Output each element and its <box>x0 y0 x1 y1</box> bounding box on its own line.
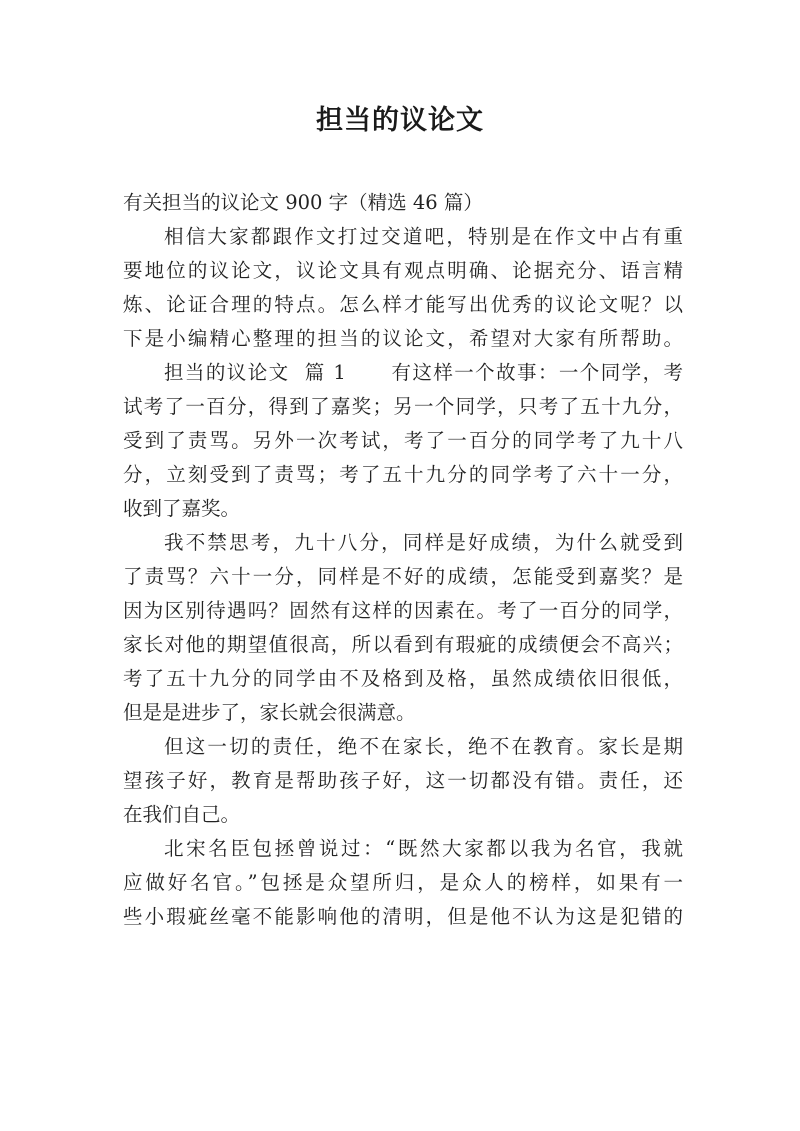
paragraph-line: 因为区别待遇吗？固然有这样的因素在。考了一百分的同学， <box>123 599 683 622</box>
paragraph-line: 考了五十九分的同学由不及格到及格，虽然成绩依旧很低， <box>123 667 683 690</box>
paragraph-line: 在我们自己。 <box>123 803 241 826</box>
paragraph-line: 试考了一百分，得到了嘉奖；另一个同学，只考了五十九分， <box>123 395 683 418</box>
paragraph-line: 受到了责骂。另外一次考试，考了一百分的同学考了九十八 <box>123 429 683 452</box>
paragraph-line: 家长对他的期望值很高，所以看到有瑕疵的成绩便会不高兴； <box>123 633 683 656</box>
paragraph-line: 些小瑕疵丝毫不能影响他的清明，但是他不认为这是犯错的 <box>123 905 683 928</box>
paragraph-line: 下是小编精心整理的担当的议论文，希望对大家有所帮助。 <box>123 327 683 350</box>
paragraph-line: 望孩子好，教育是帮助孩子好，这一切都没有错。责任，还 <box>123 769 683 792</box>
paragraph-line: 相信大家都跟作文打过交道吧，特别是在作文中占有重 <box>164 225 683 248</box>
paragraph-line: 收到了嘉奖。 <box>123 497 241 520</box>
paragraph-line: 但是是进步了，家长就会很满意。 <box>123 701 416 724</box>
paragraph-line: 担当的议论文 篇 1 有这样一个故事：一个同学，考 <box>164 361 683 384</box>
paragraph-line: 要地位的议论文，议论文具有观点明确、论据充分、语言精 <box>123 259 683 282</box>
paragraph-line: 分，立刻受到了责骂；考了五十九分的同学考了六十一分， <box>123 463 683 486</box>
paragraph-line: 应做好名官。”包拯是众望所归，是众人的榜样，如果有一 <box>123 871 683 894</box>
paragraph-line: 我不禁思考，九十八分，同样是好成绩，为什么就受到 <box>164 531 683 554</box>
document-body <box>123 186 683 934</box>
document-title: 担当的议论文 <box>316 105 484 136</box>
paragraph-line: 北宋名臣包拯曾说过：“既然大家都以我为名官，我就 <box>164 837 683 860</box>
paragraph-line: 炼、论证合理的特点。怎么样才能写出优秀的议论文呢？以 <box>123 293 683 316</box>
paragraph-line: 了责骂？六十一分，同样是不好的成绩，怎能受到嘉奖？是 <box>123 565 683 588</box>
subtitle-line: 有关担当的议论文 900 字（精选 46 篇） <box>123 191 483 214</box>
paragraph-line: 但这一切的责任，绝不在家长，绝不在教育。家长是期 <box>164 735 683 758</box>
